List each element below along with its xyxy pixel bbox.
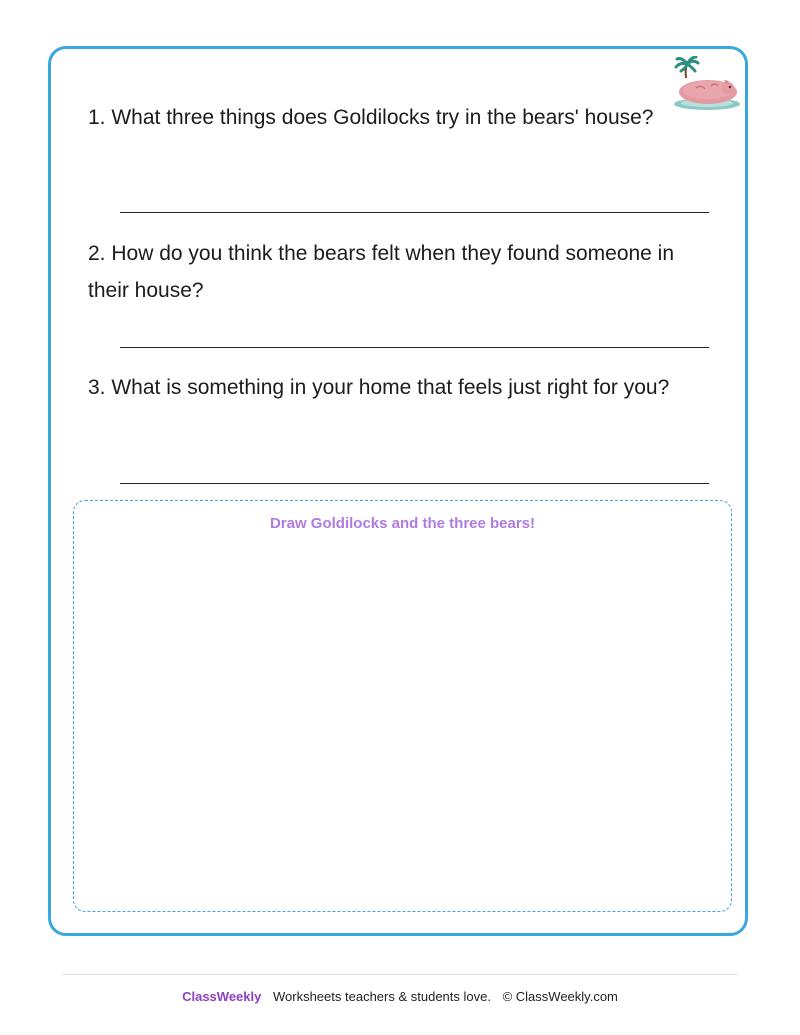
answer-line-3 bbox=[120, 483, 709, 484]
footer-tagline: Worksheets teachers & students love. bbox=[272, 989, 491, 1004]
answer-line-2 bbox=[120, 347, 709, 348]
drawing-prompt: Draw Goldilocks and the three bears! bbox=[269, 515, 536, 532]
footer bbox=[0, 989, 800, 1004]
footer-brand: ClassWeekly bbox=[182, 989, 262, 1004]
footer-copyright: © ClassWeekly.com bbox=[502, 989, 618, 1004]
answer-line-1 bbox=[120, 212, 709, 213]
drawing-area bbox=[73, 500, 732, 912]
question-1: 1. What three things does Goldilocks try in the bears' house? bbox=[88, 106, 654, 129]
question-3: 3. What is something in your home that feels just right for you? bbox=[88, 376, 670, 399]
footer-divider bbox=[62, 974, 738, 975]
question-2: 2. How do you think the bears felt when they found someone in their house? bbox=[88, 242, 675, 302]
